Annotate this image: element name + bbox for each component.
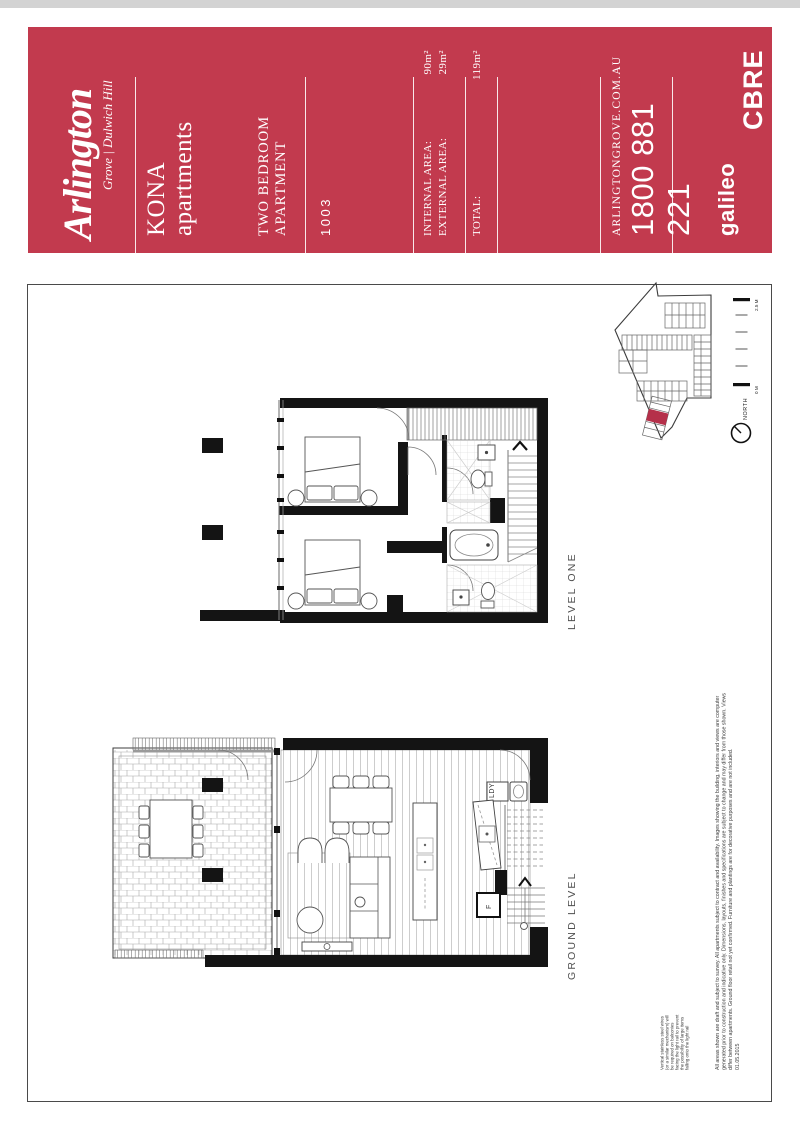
total-area-row (470, 50, 485, 236)
balcony-note-line: (or a similar mechanism) will (664, 1015, 670, 1070)
bedroom-1-furniture (288, 437, 377, 506)
external-area-row (436, 50, 451, 236)
phone-number: 1800 881 221 (625, 102, 696, 236)
dining-set (330, 776, 392, 834)
stair-void-hatch (407, 408, 537, 440)
balcony-note-line: be required on balconies (669, 1022, 675, 1070)
cbre-logo: CBRE (738, 49, 768, 130)
external-area-value: 29m² (437, 50, 449, 75)
level-one-label: LEVEL ONE (566, 552, 578, 630)
fridge (477, 893, 500, 917)
contact-block (610, 48, 697, 236)
header-divider (465, 77, 466, 260)
area-summary (421, 50, 451, 236)
unit-number: 1003 (318, 197, 333, 236)
stair-direction-chevron (513, 442, 527, 450)
disclaimer (714, 0, 781, 1070)
total-area (470, 50, 485, 236)
balcony-note-line: the possibility of large items (679, 1016, 685, 1070)
stairs (508, 450, 537, 562)
glazed-wall (274, 748, 280, 955)
balcony-note-line: Vertical stainless steel wires (659, 1016, 665, 1070)
balcony-note-line: falling onto the light rail (684, 1025, 690, 1070)
total-area-label: TOTAL: (471, 195, 483, 236)
header-divider (497, 77, 498, 260)
disclaimer-date: 01.05.2015 (734, 1043, 741, 1070)
scale-max-label: 2.5 M (754, 299, 759, 311)
outdoor-dining-set (139, 800, 203, 858)
site-building-arm (642, 396, 671, 440)
site-buildings (619, 303, 711, 401)
external-area-label: EXTERNAL AREA: (437, 137, 449, 236)
apartment-type (256, 50, 290, 236)
internal-area-label: INTERNAL AREA: (422, 140, 434, 236)
bathtub (450, 530, 498, 560)
arlington-grove-logo (56, 35, 115, 240)
disclaimer-line: differ between apartments. Ground floor retail not yet confirmed. Furniture and plantings are for decorative purposes and are not included. (727, 748, 734, 1070)
galileo-logo: galileo (714, 162, 739, 236)
north-label: NORTH (743, 397, 749, 420)
ground-level-floor-plan (95, 710, 575, 980)
header-divider (135, 77, 136, 260)
balcony-note-line: facing the light rail to prevent (674, 1014, 680, 1070)
disclaimer-line: generated prior to construction and indicative only. Dimensions, layouts, finishes and specifications are subject to change and may differ from those shown. Views (720, 692, 727, 1070)
highlighted-unit (646, 409, 668, 425)
scale-min-label: 0 M (754, 386, 759, 394)
series-sub: apartments (170, 121, 197, 236)
series-title (143, 50, 197, 236)
ground-level-label: GROUND LEVEL (566, 871, 578, 980)
bedroom-2-furniture (288, 540, 377, 609)
laundry-label: LDY (489, 782, 496, 798)
website-link: ARLINGTONGROVE.COM.AU (611, 55, 623, 236)
header-divider (600, 77, 601, 260)
apartment-type-line2: APARTMENT (273, 140, 289, 236)
ensuite-bathroom (447, 440, 495, 523)
series-name: KONA (143, 161, 170, 236)
fridge-label: F (486, 904, 493, 909)
disclaimer-line: All areas shown are draft and subject to survey. All apartments subject to contract and availability. Images showing the building, interiors and views are computer (714, 695, 720, 1070)
apartment-type-line1: TWO BEDROOM (256, 115, 272, 236)
logo-subtitle: Grove | Dulwich Hill (100, 80, 115, 190)
scan-edge-strip (0, 0, 800, 8)
header-divider (413, 77, 414, 260)
internal-area-row (421, 50, 436, 236)
laundry (487, 782, 527, 801)
header-divider (305, 77, 306, 260)
kitchen-island (413, 803, 437, 920)
internal-area-value: 90m² (422, 50, 434, 75)
level-one-floor-plan (195, 390, 565, 632)
main-bathroom (447, 565, 537, 612)
total-area-value: 119m² (471, 50, 483, 80)
logo-wordmark: Arlington (55, 88, 100, 240)
